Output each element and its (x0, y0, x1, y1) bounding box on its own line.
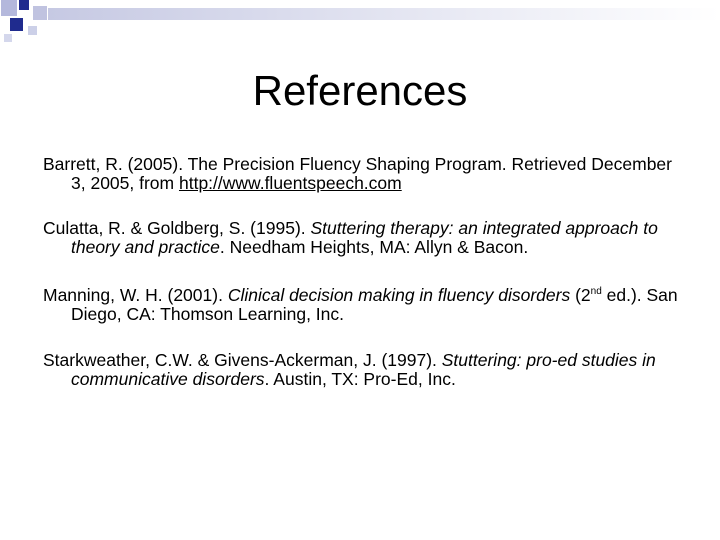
reference-title: Stuttering therapy: an integrated approach to theory and practice (71, 218, 658, 257)
reference-text: . Austin, TX: Pro-Ed, Inc. (264, 369, 456, 389)
reference-barrett (43, 155, 683, 193)
ordinal-suffix: nd (590, 286, 602, 298)
decor-square-3 (33, 6, 47, 20)
corner-decoration (0, 0, 720, 48)
decor-square-5 (28, 26, 37, 35)
reference-text: Starkweather, C.W. & Givens-Ackerman, J. (1997). (43, 350, 442, 370)
reference-text: (2 (570, 285, 591, 305)
reference-starkweather (43, 351, 683, 389)
header-gradient-bar (48, 8, 720, 20)
fluentspeech-link[interactable]: http://www.fluentspeech.com (178, 173, 402, 193)
decor-square-2 (19, 0, 29, 10)
reference-culatta (43, 219, 683, 257)
reference-title: Clinical decision making in fluency disorders (227, 285, 571, 305)
reference-text: Barrett, R. (2005). The Precision Fluency Shaping Program. Retrieved December 3, 2005, from (43, 154, 672, 193)
reference-title: Stuttering: pro-ed studies in communicative disorders (71, 350, 656, 389)
decor-square-6 (4, 34, 12, 42)
decor-square-1 (1, 0, 17, 16)
reference-manning (43, 286, 683, 324)
reference-list (43, 155, 683, 413)
reference-text: Manning, W. H. (2001). (43, 285, 228, 305)
slide-title: References (252, 67, 468, 114)
reference-text: ed.). San Diego, CA: Thomson Learning, Inc. (71, 285, 678, 324)
decor-square-4 (10, 18, 23, 31)
reference-text: Culatta, R. & Goldberg, S. (1995). (43, 218, 311, 238)
reference-text: . Needham Heights, MA: Allyn & Bacon. (219, 237, 529, 257)
